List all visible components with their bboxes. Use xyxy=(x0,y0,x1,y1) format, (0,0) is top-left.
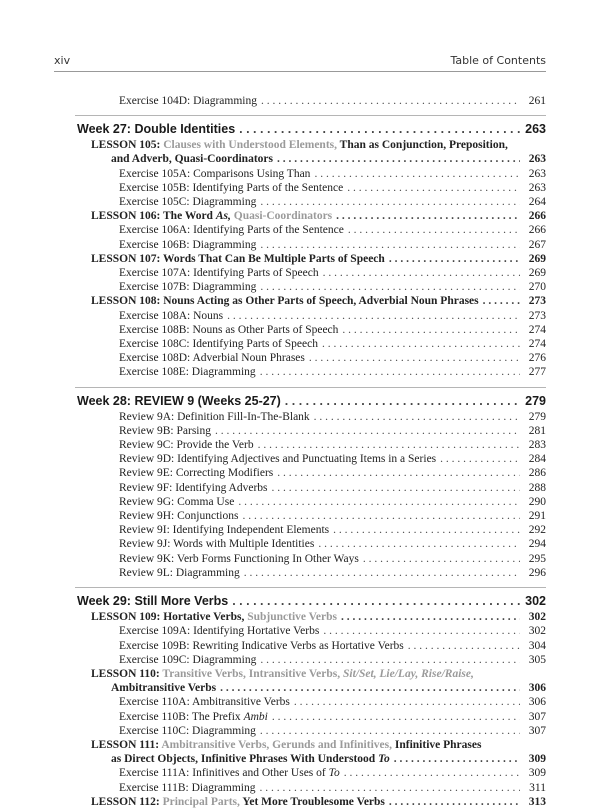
toc-lesson-entry xyxy=(77,667,546,681)
toc-entry-title xyxy=(91,738,481,752)
toc-exercise-entry xyxy=(77,552,546,566)
title-segment: Exercise 108C: Identifying Parts of Speech xyxy=(119,338,318,351)
dot-leader xyxy=(314,410,520,424)
toc-entry-title xyxy=(77,593,228,610)
title-segment: Exercise 111A: Infinitives and Other Uses of xyxy=(119,767,329,780)
dot-leader xyxy=(323,624,520,638)
dot-leader xyxy=(244,566,520,580)
title-segment: as Direct Objects, Infinitive Phrases With Understood xyxy=(111,753,379,766)
title-segment: Subjunctive Verbs xyxy=(247,611,338,624)
title-segment: Quasi-Coordinators xyxy=(233,210,333,223)
toc-entry-title xyxy=(119,452,436,466)
toc-exercise-entry xyxy=(77,351,546,365)
toc-page-number: 304 xyxy=(528,639,546,652)
dot-leader xyxy=(294,695,520,709)
toc-page-number: 283 xyxy=(528,439,546,452)
toc-week-heading xyxy=(77,593,546,610)
toc-lesson-entry xyxy=(77,138,546,152)
title-segment: Review 9B: Parsing xyxy=(119,424,211,437)
dot-leader xyxy=(394,752,520,766)
toc-entry-title xyxy=(77,121,235,138)
title-segment: Ambitransitive Verbs xyxy=(111,682,217,695)
title-segment: LESSON 112: xyxy=(91,795,163,808)
running-title: Table of Contents xyxy=(450,54,546,67)
dot-leader xyxy=(341,610,520,624)
toc-entry-title xyxy=(119,653,256,667)
title-segment: Exercise 110C: Diagramming xyxy=(119,724,256,737)
toc-section-week-27 xyxy=(77,121,546,379)
toc-exercise-entry xyxy=(77,452,546,466)
title-segment: Exercise 107B: Diagramming xyxy=(119,281,257,294)
title-segment: LESSON 109: Hortative Verbs, xyxy=(91,611,248,624)
toc-exercise-entry xyxy=(77,280,546,294)
toc-page-number: 291 xyxy=(528,510,546,523)
title-segment: Exercise 107A: Identifying Parts of Speech xyxy=(119,267,319,280)
dot-leader xyxy=(239,121,520,138)
toc-exercise-entry xyxy=(77,639,546,653)
dot-leader xyxy=(285,393,520,410)
toc-exercise-entry xyxy=(77,323,546,337)
toc-section-week-28 xyxy=(77,393,546,580)
dot-leader xyxy=(348,223,520,237)
toc-exercise-entry xyxy=(77,537,546,551)
title-segment: Review 9J: Words with Multiple Identities xyxy=(119,538,315,551)
toc-page-number: 306 xyxy=(528,682,546,695)
toc-entry-title xyxy=(111,681,216,695)
toc-entry-title xyxy=(111,752,390,766)
toc-page-number: 273 xyxy=(528,309,546,322)
toc-entry-title xyxy=(119,466,273,480)
toc-page-number: 290 xyxy=(528,495,546,508)
toc-entry-title xyxy=(111,152,273,166)
toc-exercise-entry xyxy=(77,167,546,181)
toc-page-number: 284 xyxy=(528,453,546,466)
title-segment: Ambi xyxy=(243,710,268,723)
toc-page-number: 270 xyxy=(528,281,546,294)
title-segment: Review 9G: Comma Use xyxy=(119,495,235,508)
toc-entry-title xyxy=(119,410,310,424)
toc-entry-title xyxy=(119,552,359,566)
title-segment: Review 9E: Correcting Modifiers xyxy=(119,467,274,480)
dot-leader xyxy=(260,653,520,667)
title-segment: Review 9C: Provide the Verb xyxy=(119,439,254,452)
toc-exercise-entry xyxy=(77,438,546,452)
toc-entry-title xyxy=(91,138,508,152)
toc-entry-title xyxy=(119,724,256,738)
title-segment: Exercise 111B: Diagramming xyxy=(119,781,256,794)
toc-page-number: 266 xyxy=(528,224,546,237)
dot-leader xyxy=(238,495,520,509)
title-segment: Exercise 110A: Ambitransitive Verbs xyxy=(119,696,290,709)
dot-leader xyxy=(232,593,520,610)
title-segment: Review 9L: Diagramming xyxy=(119,566,240,579)
title-segment: Exercise 105B: Identifying Parts of the Sentence xyxy=(119,181,344,194)
title-segment: As, xyxy=(215,210,231,223)
title-segment: Week 27: Double Identities xyxy=(77,122,236,137)
dot-leader xyxy=(260,724,520,738)
toc-entry-title xyxy=(77,393,281,410)
toc-page-number: 274 xyxy=(528,338,546,351)
toc-entry-title xyxy=(119,495,234,509)
toc-lesson-continuation xyxy=(77,752,546,766)
dot-leader xyxy=(389,252,520,266)
toc-entry-title xyxy=(119,309,223,323)
running-head xyxy=(54,54,546,70)
dot-leader xyxy=(277,152,520,166)
toc-exercise-entry xyxy=(77,266,546,280)
toc-entry-title xyxy=(119,323,338,337)
toc-page-number: 307 xyxy=(528,724,546,737)
toc-entry-title xyxy=(119,523,329,537)
toc-entry-title xyxy=(119,766,340,780)
toc-lesson-entry xyxy=(77,294,546,308)
toc-entry-title xyxy=(119,481,268,495)
toc-entry-title xyxy=(119,223,344,237)
dot-leader xyxy=(258,438,520,452)
section-divider xyxy=(75,387,546,388)
toc-lesson-entry xyxy=(77,209,546,223)
toc-exercise-entry xyxy=(77,710,546,724)
toc-page-number: 267 xyxy=(528,238,546,251)
dot-leader xyxy=(260,280,520,294)
toc-page-number: 263 xyxy=(528,153,546,166)
toc-page-number: 261 xyxy=(528,95,546,107)
dot-leader xyxy=(440,452,520,466)
toc-page-number: 286 xyxy=(528,467,546,480)
toc-page-number: 305 xyxy=(528,653,546,666)
toc-exercise-entry xyxy=(77,195,546,209)
dot-leader xyxy=(389,795,520,809)
title-segment: Exercise 110B: The Prefix xyxy=(119,710,244,723)
dot-leader xyxy=(242,509,520,523)
toc-entry-title xyxy=(119,710,268,724)
toc-page-number: 295 xyxy=(528,552,546,565)
toc-page-number: 263 xyxy=(528,167,546,180)
toc-page-number: 274 xyxy=(528,323,546,336)
toc-page-number: 311 xyxy=(529,781,546,794)
toc-page-number: 313 xyxy=(528,795,546,808)
toc-exercise-entry xyxy=(77,94,546,108)
title-segment: Sit/Set, Lie/Lay, Rise/Raise, xyxy=(342,667,474,680)
dot-leader xyxy=(363,552,520,566)
title-segment: Review 9H: Conjunctions xyxy=(119,510,239,523)
toc-page-number: 292 xyxy=(528,524,546,537)
title-segment: Review 9F: Identifying Adverbs xyxy=(119,481,268,494)
toc-entry-title xyxy=(119,195,256,209)
title-segment: and Adverb, Quasi-Coordinators xyxy=(111,153,273,166)
title-segment: Than as Conjunction, Preposition, xyxy=(337,139,508,152)
title-segment: To xyxy=(378,753,390,766)
dot-leader xyxy=(322,337,520,351)
toc-page-number: 302 xyxy=(528,611,546,624)
title-segment: Week 28: REVIEW 9 (Weeks 25-27) xyxy=(77,393,281,408)
title-segment: To xyxy=(328,767,340,780)
toc-entry-title xyxy=(119,537,314,551)
toc-entry-title xyxy=(91,610,337,624)
toc-page-number: 269 xyxy=(528,252,546,265)
toc-exercise-entry xyxy=(77,223,546,237)
toc-lesson-continuation xyxy=(77,681,546,695)
toc-week-heading xyxy=(77,393,546,410)
toc-entry-title xyxy=(119,566,240,580)
dot-leader xyxy=(342,323,520,337)
dot-leader xyxy=(336,209,520,223)
toc-entry-title xyxy=(119,351,305,365)
toc-lesson-entry xyxy=(77,795,546,809)
dot-leader xyxy=(215,424,520,438)
toc-exercise-entry xyxy=(77,653,546,667)
dot-leader xyxy=(260,195,520,209)
dot-leader xyxy=(220,681,520,695)
toc-page-number: 263 xyxy=(528,181,546,194)
dot-leader xyxy=(272,710,520,724)
dot-leader xyxy=(277,466,520,480)
title-segment: Exercise 108E: Diagramming xyxy=(119,366,256,379)
toc-page-number: 302 xyxy=(525,594,546,609)
toc-exercise-entry xyxy=(77,495,546,509)
title-segment: LESSON 110: xyxy=(91,667,163,680)
title-segment: LESSON 107: Words That Can Be Multiple Parts of Speech xyxy=(91,252,385,265)
toc-exercise-entry xyxy=(77,781,546,795)
toc-page-number: 309 xyxy=(528,753,546,766)
toc-exercise-entry xyxy=(77,509,546,523)
toc-exercise-entry xyxy=(77,466,546,480)
title-segment: Yet More Troublesome Verbs xyxy=(239,795,385,808)
toc-entry-title xyxy=(91,252,385,266)
toc-entry-title xyxy=(119,639,404,653)
toc-exercise-entry xyxy=(77,181,546,195)
toc-entry-title xyxy=(119,280,256,294)
toc-section-top xyxy=(77,94,546,108)
dot-leader xyxy=(309,351,520,365)
title-segment: Week 29: Still More Verbs xyxy=(77,594,229,609)
toc-entry-title xyxy=(119,365,256,379)
toc-entry-title xyxy=(91,209,332,223)
toc-page-number: 279 xyxy=(525,393,546,408)
dot-leader xyxy=(314,167,520,181)
title-segment: Exercise 105A: Comparisons Using Than xyxy=(119,167,311,180)
header-rule xyxy=(54,71,546,72)
toc-exercise-entry xyxy=(77,238,546,252)
toc-entry-title xyxy=(91,667,474,681)
toc-page-number: 309 xyxy=(528,767,546,780)
toc-page-number: 273 xyxy=(528,295,546,308)
toc-entry-title xyxy=(119,624,319,638)
toc-week-heading xyxy=(77,121,546,138)
toc-exercise-entry xyxy=(77,695,546,709)
toc-section-week-29 xyxy=(77,593,546,809)
title-segment: LESSON 111: xyxy=(91,738,162,751)
title-segment: Ambitransitive Verbs, Gerunds and Infinitives, xyxy=(161,738,392,751)
toc-entry-title xyxy=(119,438,254,452)
dot-leader xyxy=(344,766,520,780)
title-segment: Exercise 108A: Nouns xyxy=(119,309,224,322)
toc-entry-title xyxy=(119,509,238,523)
dot-leader xyxy=(483,294,520,308)
title-segment: Review 9I: Identifying Independent Elements xyxy=(119,524,330,537)
title-segment: LESSON 108: Nouns Acting as Other Parts of Speech, Adverbial Noun Phrases xyxy=(91,295,479,308)
toc-entry-title xyxy=(91,795,385,809)
title-segment: Review 9D: Identifying Adjectives and Punctuating Items in a Series xyxy=(119,453,437,466)
toc-entry-title xyxy=(119,167,310,181)
table-of-contents xyxy=(77,94,546,809)
toc-exercise-entry xyxy=(77,766,546,780)
dot-leader xyxy=(408,639,520,653)
title-segment: LESSON 106: The Word xyxy=(91,210,216,223)
toc-entry-title xyxy=(119,238,256,252)
toc-entry-title xyxy=(119,94,257,108)
toc-entry-title xyxy=(119,337,318,351)
toc-page-number: 281 xyxy=(528,424,546,437)
toc-exercise-entry xyxy=(77,424,546,438)
title-segment: Exercise 109C: Diagramming xyxy=(119,653,257,666)
toc-exercise-entry xyxy=(77,624,546,638)
dot-leader xyxy=(260,238,520,252)
toc-exercise-entry xyxy=(77,566,546,580)
toc-page-number: 263 xyxy=(525,122,546,137)
toc-page-number: 264 xyxy=(528,196,546,209)
toc-entry-title xyxy=(119,424,211,438)
toc-page-number: 276 xyxy=(528,352,546,365)
dot-leader xyxy=(259,781,520,795)
title-segment: Exercise 109A: Identifying Hortative Verbs xyxy=(119,625,320,638)
title-segment: Exercise 108D: Adverbial Noun Phrases xyxy=(119,352,305,365)
toc-exercise-entry xyxy=(77,523,546,537)
toc-exercise-entry xyxy=(77,481,546,495)
dot-leader xyxy=(227,309,520,323)
toc-lesson-entry xyxy=(77,252,546,266)
title-segment: Review 9A: Definition Fill-In-The-Blank xyxy=(119,410,310,423)
dot-leader xyxy=(272,481,520,495)
dot-leader xyxy=(347,181,520,195)
dot-leader xyxy=(333,523,520,537)
toc-exercise-entry xyxy=(77,410,546,424)
toc-entry-title xyxy=(119,266,319,280)
toc-page-number: 296 xyxy=(528,566,546,579)
dot-leader xyxy=(323,266,520,280)
toc-lesson-entry xyxy=(77,738,546,752)
toc-entry-title xyxy=(119,181,343,195)
section-divider xyxy=(75,587,546,588)
title-segment: Exercise 109B: Rewriting Indicative Verbs as Hortative Verbs xyxy=(119,639,404,652)
toc-page-number: 279 xyxy=(528,410,546,423)
title-segment: Exercise 105C: Diagramming xyxy=(119,196,257,209)
toc-page-number: 302 xyxy=(528,625,546,638)
toc-exercise-entry xyxy=(77,365,546,379)
toc-exercise-entry xyxy=(77,337,546,351)
title-segment: Transitive Verbs, Intransitive Verbs, xyxy=(162,667,343,680)
toc-exercise-entry xyxy=(77,309,546,323)
toc-page-number: 306 xyxy=(528,696,546,709)
toc-entry-title xyxy=(91,294,479,308)
dot-leader xyxy=(260,365,520,379)
title-segment: Exercise 108B: Nouns as Other Parts of Speech xyxy=(119,323,339,336)
title-segment: Clauses with Understood Elements, xyxy=(163,139,338,152)
title-segment: Exercise 106A: Identifying Parts of the Sentence xyxy=(119,224,344,237)
section-divider xyxy=(75,115,546,116)
toc-entry-title xyxy=(119,695,290,709)
toc-lesson-continuation xyxy=(77,152,546,166)
dot-leader xyxy=(261,94,520,108)
title-segment: Exercise 106B: Diagramming xyxy=(119,238,257,251)
page-number: xiv xyxy=(54,54,71,67)
toc-page-number: 269 xyxy=(528,267,546,280)
toc-page-number: 277 xyxy=(528,366,546,379)
toc-page-number: 266 xyxy=(528,210,546,223)
title-segment: Infinitive Phrases xyxy=(392,738,482,751)
title-segment: Principal Parts, xyxy=(162,795,240,808)
toc-lesson-entry xyxy=(77,610,546,624)
dot-leader xyxy=(318,537,520,551)
title-segment: Review 9K: Verb Forms Functioning In Other Ways xyxy=(119,552,359,565)
title-segment: Exercise 104D: Diagramming xyxy=(119,95,257,107)
toc-page-number: 294 xyxy=(528,538,546,551)
toc-exercise-entry xyxy=(77,724,546,738)
toc-page-number: 307 xyxy=(528,710,546,723)
title-segment: LESSON 105: xyxy=(91,139,164,152)
toc-entry-title xyxy=(119,781,255,795)
toc-page-number: 288 xyxy=(528,481,546,494)
